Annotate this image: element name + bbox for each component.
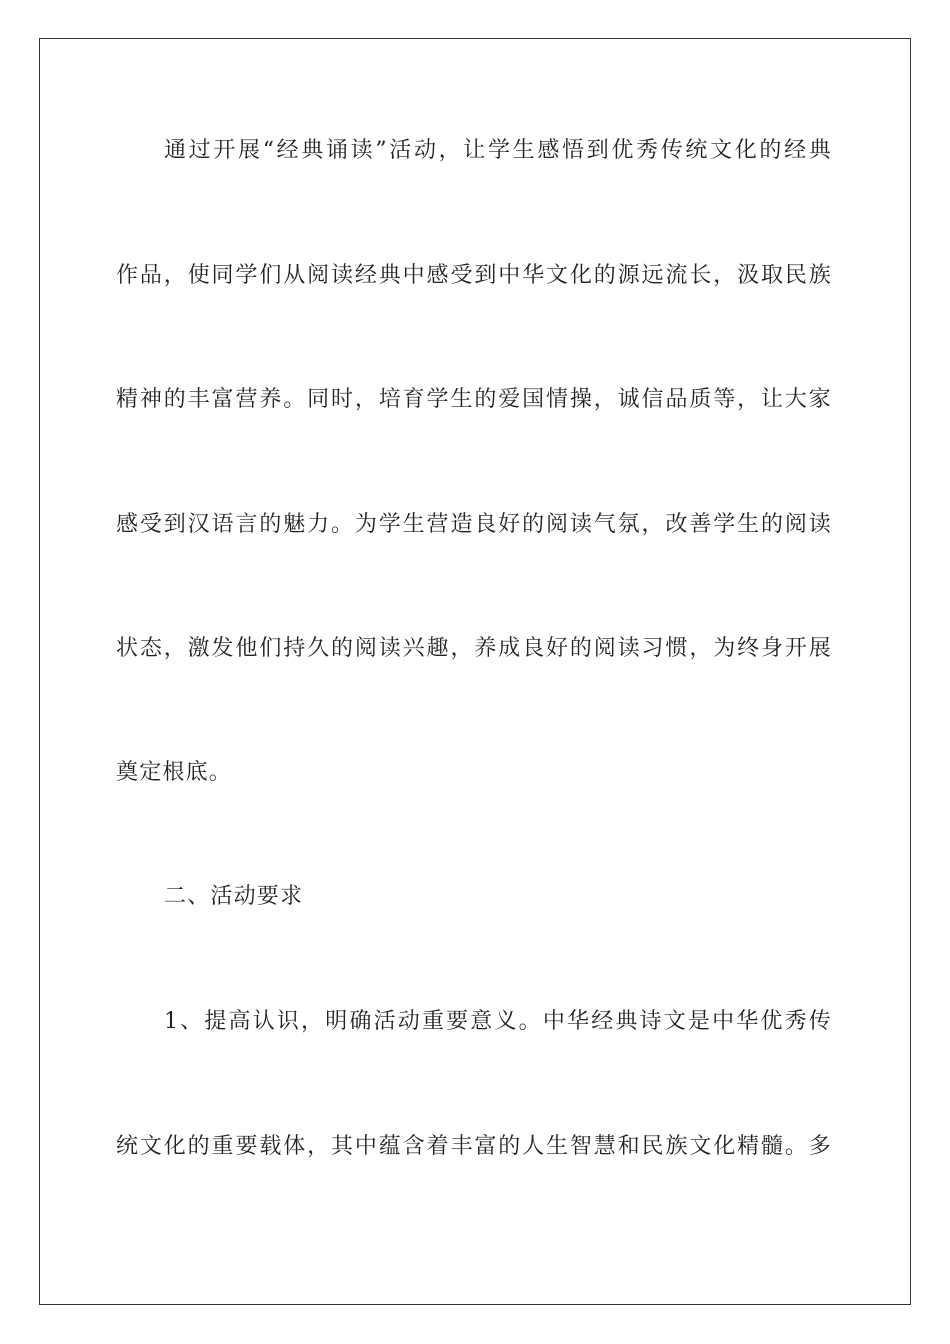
paragraph-line-8: 统文化的重要载体，其中蕴含着丰富的人生智慧和民族文化精髓。多: [116, 1134, 832, 1159]
paragraph-line-4: 感受到汉语言的魅力。为学生营造良好的阅读气氛，改善学生的阅读: [116, 512, 832, 537]
paragraph-line-3: 精神的丰富营养。同时，培育学生的爱国情操，诚信品质等，让大家: [116, 387, 832, 412]
page-border: [39, 38, 911, 1305]
paragraph-line-1: 通过开展“经典诵读”活动，让学生感悟到优秀传统文化的经典: [164, 138, 832, 163]
paragraph-line-5: 状态，激发他们持久的阅读兴趣，养成良好的阅读习惯，为终身开展: [116, 636, 832, 661]
paragraph-line-6: 奠定根底。: [116, 760, 233, 785]
paragraph-line-2: 作品，使同学们从阅读经典中感受到中华文化的源远流长，汲取民族: [116, 263, 832, 288]
section-heading: 二、活动要求: [164, 884, 304, 909]
paragraph-line-7: 1、提高认识，明确活动重要意义。中华经典诗文是中华优秀传: [164, 1009, 832, 1034]
